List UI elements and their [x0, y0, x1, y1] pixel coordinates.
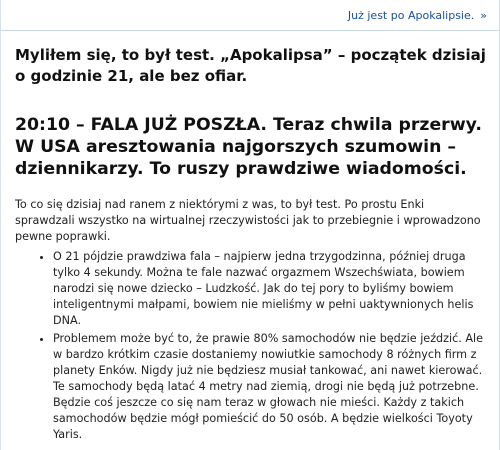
double-chevron-right-icon: » — [480, 8, 487, 22]
previous-post-label: Już jest po Apokalipsie. — [347, 8, 475, 22]
list-item: • O 21 pójdzie prawdziwa fala – najpierw jedna trzygodzinna, później druga tylko 4 sekundy. Można te fale nazwać orgazmem Wszechświata, bowiem narodzi się nowe dziecko – Ludzkość. Jak do tej pory to byliśmy bowiem inteligentnymi małpami, bowiem nie mieliśmy w pełni uaktywnionych helis DNA. — [53, 249, 487, 329]
headline-secondary: 20:10 – FALA JUŻ POSZŁA. Teraz chwila przerwy. W USA aresztowania najgorszych szumowin – dziennikarzy. To ruszy prawdziwe wiadomości. — [15, 115, 482, 179]
bullet-list — [1, 249, 487, 443]
previous-post-bar — [1, 0, 499, 31]
previous-post-link[interactable] — [348, 9, 487, 22]
list-item: • Problemem może być to, że prawie 80% samochodów nie będzie jeździć. Ale w bardzo krótkim czasie dostaniemy nowiutkie samochody 8 różnych firm z planety Enków. Nigdy już nie będziesz musiał tankować, ani nawet kierować. Te samochody będą latać 4 metry nad ziemią, drogi nie będą już potrzebne. Będzie coś jeszcze co się nam teraz w głowach nie mieści. Każdy z takich samochodów będzie mógł pomieścić do 50 osób. A będzie wielkości Toyoty Yaris. — [53, 331, 487, 443]
intro-paragraph: To co się dzisiaj nad ranem z niektórymi z was, to był test. Po prostu Enki sprawdzali wszystko na wirtualnej rzeczywistości jak to przebiegnie i wprowadzono pewne poprawki. — [15, 198, 481, 243]
headline-primary: Myliłem się, to był test. „Apokalipsa” – początek dzisiaj o godzinie 21, ale bez ofiar. — [15, 46, 486, 85]
